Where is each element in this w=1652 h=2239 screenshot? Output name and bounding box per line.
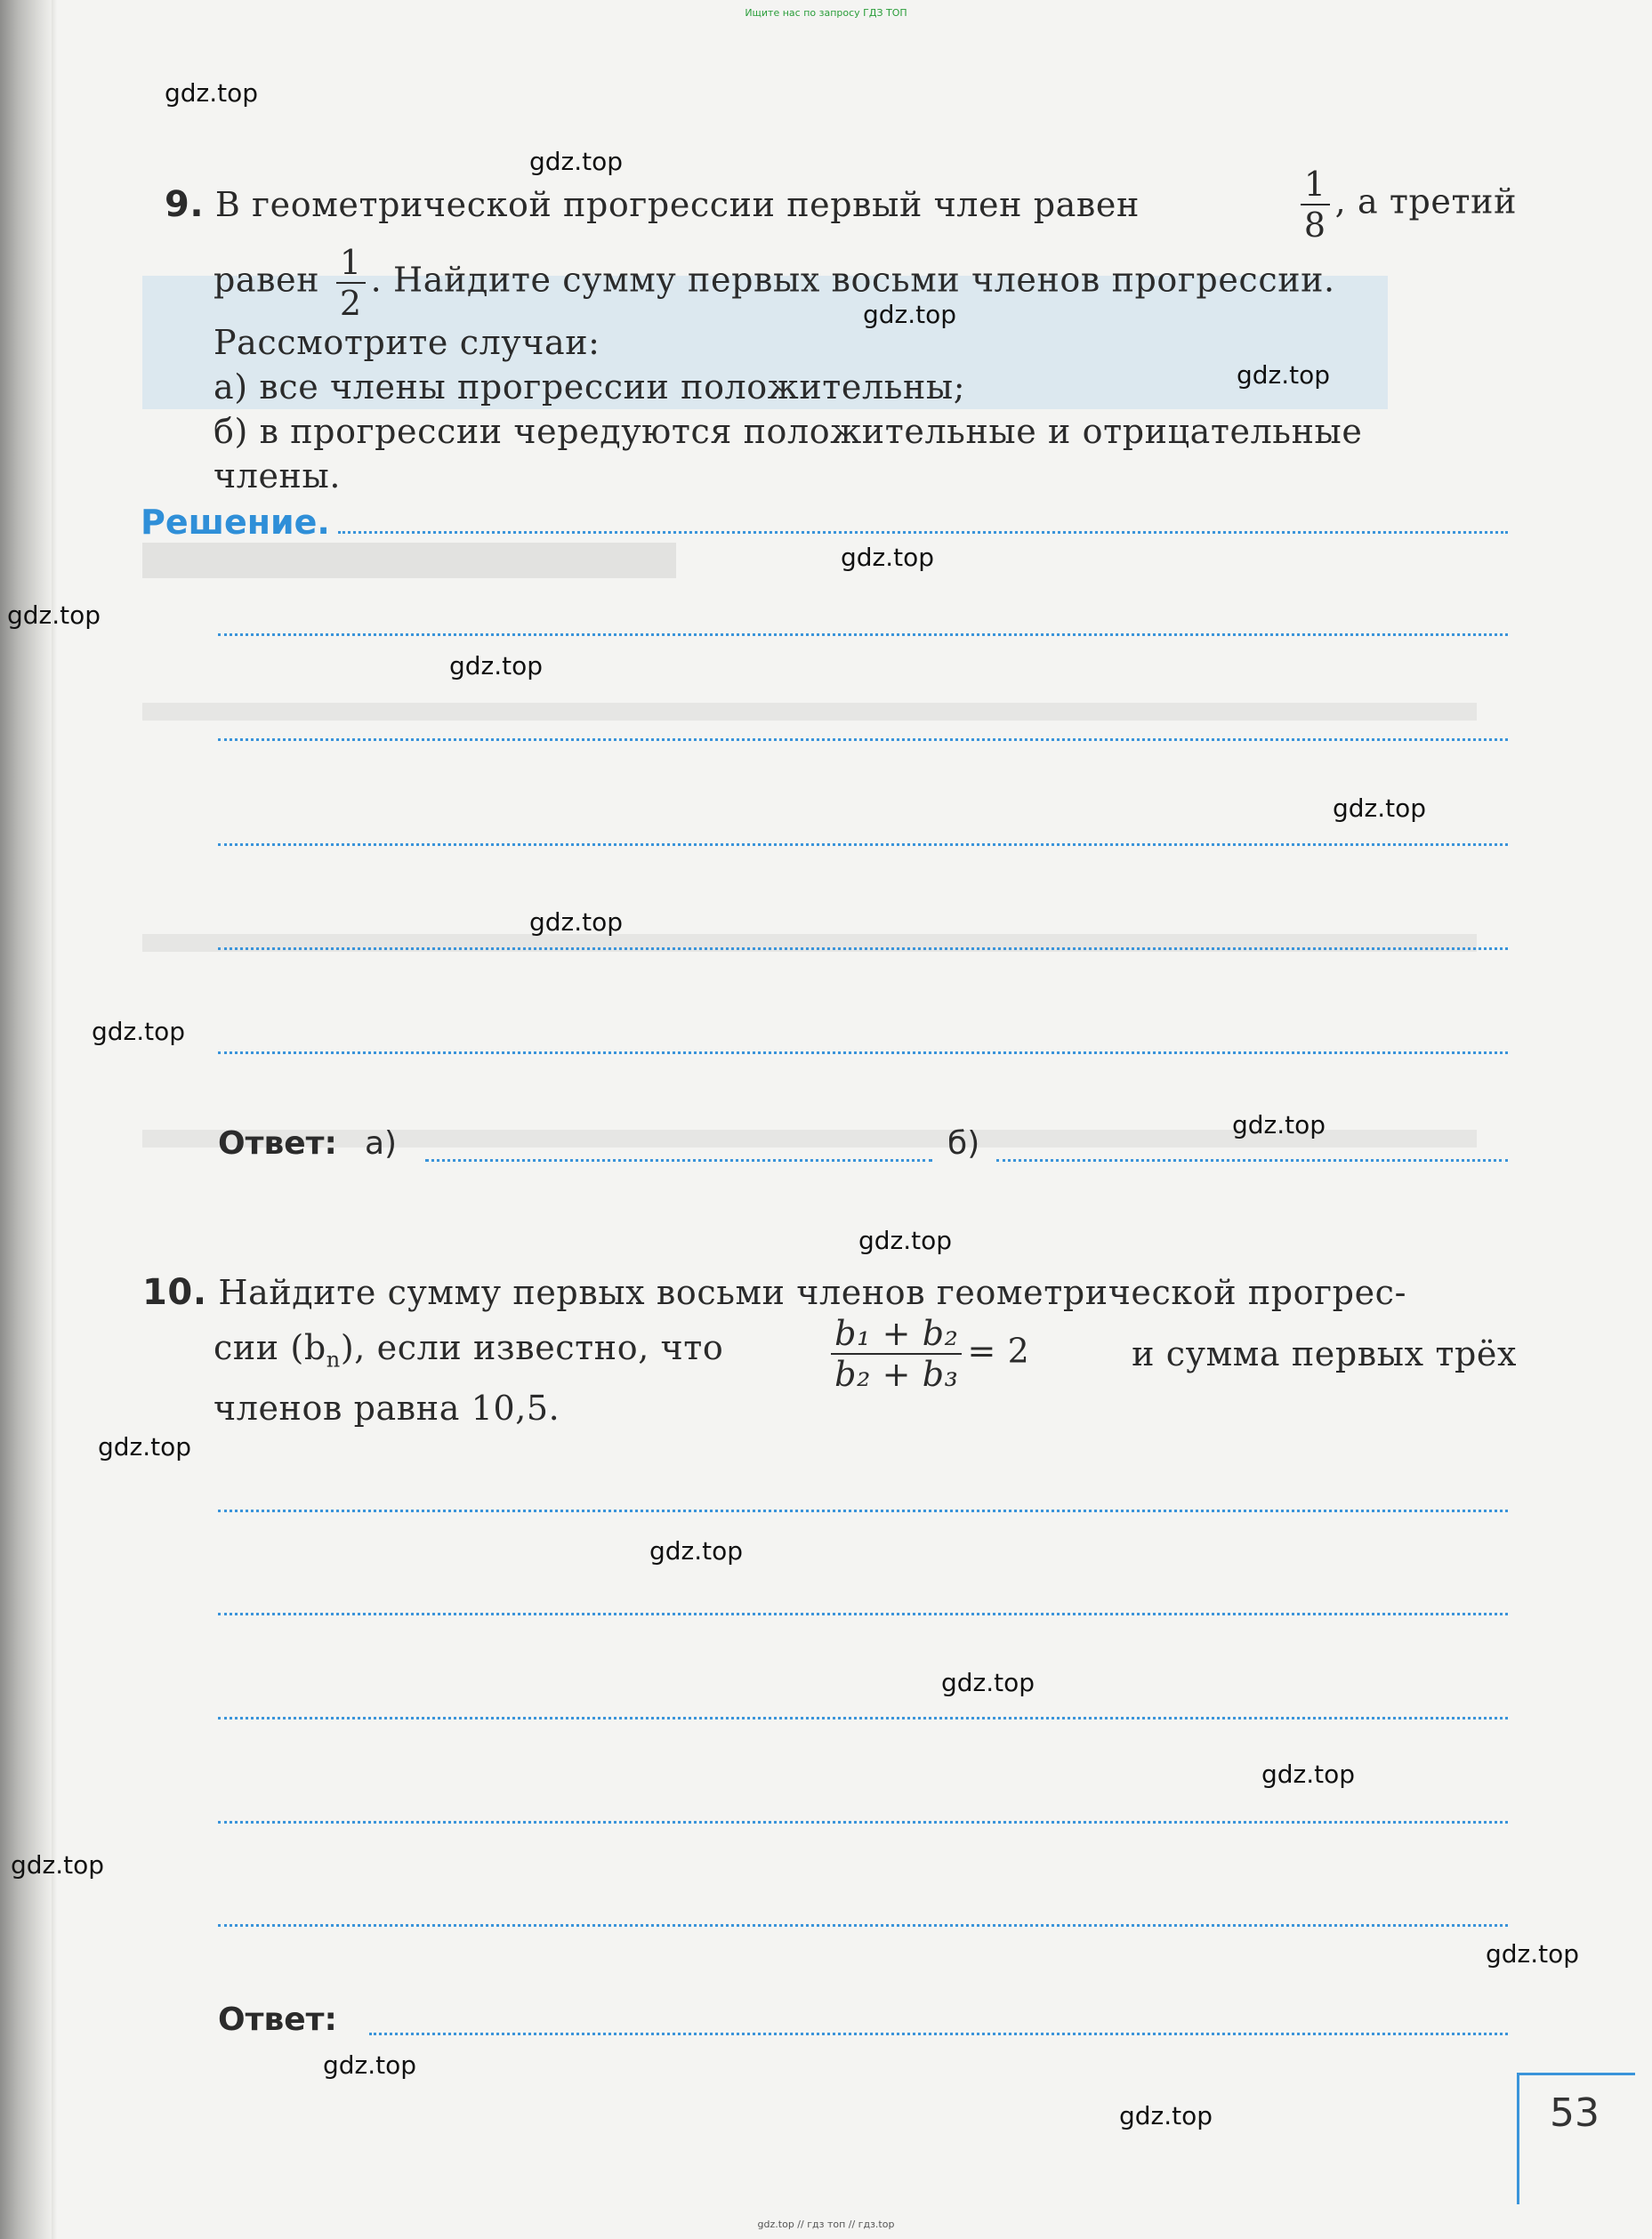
watermark: gdz.top [7, 600, 101, 630]
watermark: gdz.top [165, 78, 259, 108]
problem-text: , а третий [1334, 181, 1517, 221]
watermark: gdz.top [1486, 1939, 1580, 1969]
equals-two: = 2 [967, 1331, 1030, 1371]
watermark: gdz.top [841, 543, 935, 572]
problem-9 [165, 167, 1517, 498]
answer-line[interactable] [218, 1051, 1508, 1054]
solution-label: Решение. [141, 503, 330, 542]
watermark: gdz.top [1237, 360, 1331, 390]
answer-line[interactable] [218, 1924, 1508, 1927]
watermark: gdz.top [1333, 793, 1427, 823]
answer-line[interactable] [218, 947, 1508, 950]
problem-text: Рассмотрите случаи: [214, 323, 600, 362]
answer-b-label: б) [947, 1125, 980, 1162]
watermark: gdz.top [529, 907, 624, 937]
answer-label: Ответ: [218, 1125, 337, 1162]
watermark: gdz.top [1119, 2101, 1213, 2130]
problem-number: 9. [165, 184, 205, 225]
answer-field[interactable] [369, 2033, 1508, 2035]
fraction-one-half: $\frac{1}{2}$ [336, 246, 366, 320]
problem-text: . Найдите сумму первых восьми членов прогрессии. [370, 260, 1335, 300]
case-b-cont: члены. [214, 456, 342, 495]
answer-line[interactable] [218, 1821, 1508, 1824]
answer-line[interactable] [338, 531, 1508, 534]
watermark: gdz.top [858, 1226, 953, 1255]
watermark: gdz.top [1232, 1110, 1326, 1140]
answer-line[interactable] [218, 1717, 1508, 1720]
problem-text: В геометрической прогрессии первый член равен [214, 185, 1140, 224]
case-b: б) в прогрессии чередуются положительные и отрицательные [214, 412, 1363, 451]
problem-10 [142, 1270, 1517, 1430]
answer-line[interactable] [218, 1510, 1508, 1512]
answer-a-label: а) [365, 1125, 398, 1162]
watermark: gdz.top [323, 2050, 417, 2080]
problem-text: равен [214, 260, 320, 300]
watermark: gdz.top [1261, 1760, 1356, 1789]
fraction-b-ratio: $\frac{\text{b₁ + b₂}}{\text{b₂ + b₃}}$ [831, 1317, 962, 1391]
problem-text: ), если известно, что [340, 1328, 724, 1368]
page-edge [52, 0, 57, 2239]
answer-line[interactable] [218, 633, 1508, 636]
problem-text: членов равна 10,5. [214, 1389, 560, 1428]
subscript-n: n [326, 1347, 341, 1373]
watermark: gdz.top [529, 147, 624, 176]
answer-b-field[interactable] [996, 1159, 1508, 1162]
page-number: 53 [1550, 2090, 1600, 2136]
answer-label: Ответ: [218, 2001, 337, 2038]
problem-text: сии (b [214, 1328, 326, 1368]
watermark: gdz.top [649, 1536, 744, 1566]
fraction-one-eighth: $\frac{1}{8}$ [1301, 167, 1330, 242]
watermark: gdz.top [941, 1668, 1036, 1697]
top-banner: Ищите нас по запросу ГДЗ ТОП [745, 7, 907, 19]
watermark: gdz.top [98, 1432, 192, 1462]
problem-number: 10. [142, 1272, 207, 1313]
watermark: gdz.top [92, 1017, 186, 1046]
problem-text: Найдите сумму первых восьми членов геометрической прогрес- [218, 1273, 1407, 1312]
watermark: gdz.top [863, 300, 957, 329]
case-a: а) все члены прогрессии положительны; [214, 367, 966, 407]
watermark: gdz.top [11, 1850, 105, 1880]
answer-line[interactable] [218, 1613, 1508, 1615]
watermark: gdz.top [449, 651, 544, 681]
problem-text: и сумма первых трёх [1132, 1334, 1517, 1373]
book-spine-shadow [0, 0, 52, 2239]
answer-line[interactable] [218, 738, 1508, 741]
answer-line[interactable] [218, 843, 1508, 846]
answer-a-field[interactable] [425, 1159, 932, 1162]
bottom-banner: gdz.top // гдз топ // гдз.top [757, 2219, 895, 2230]
